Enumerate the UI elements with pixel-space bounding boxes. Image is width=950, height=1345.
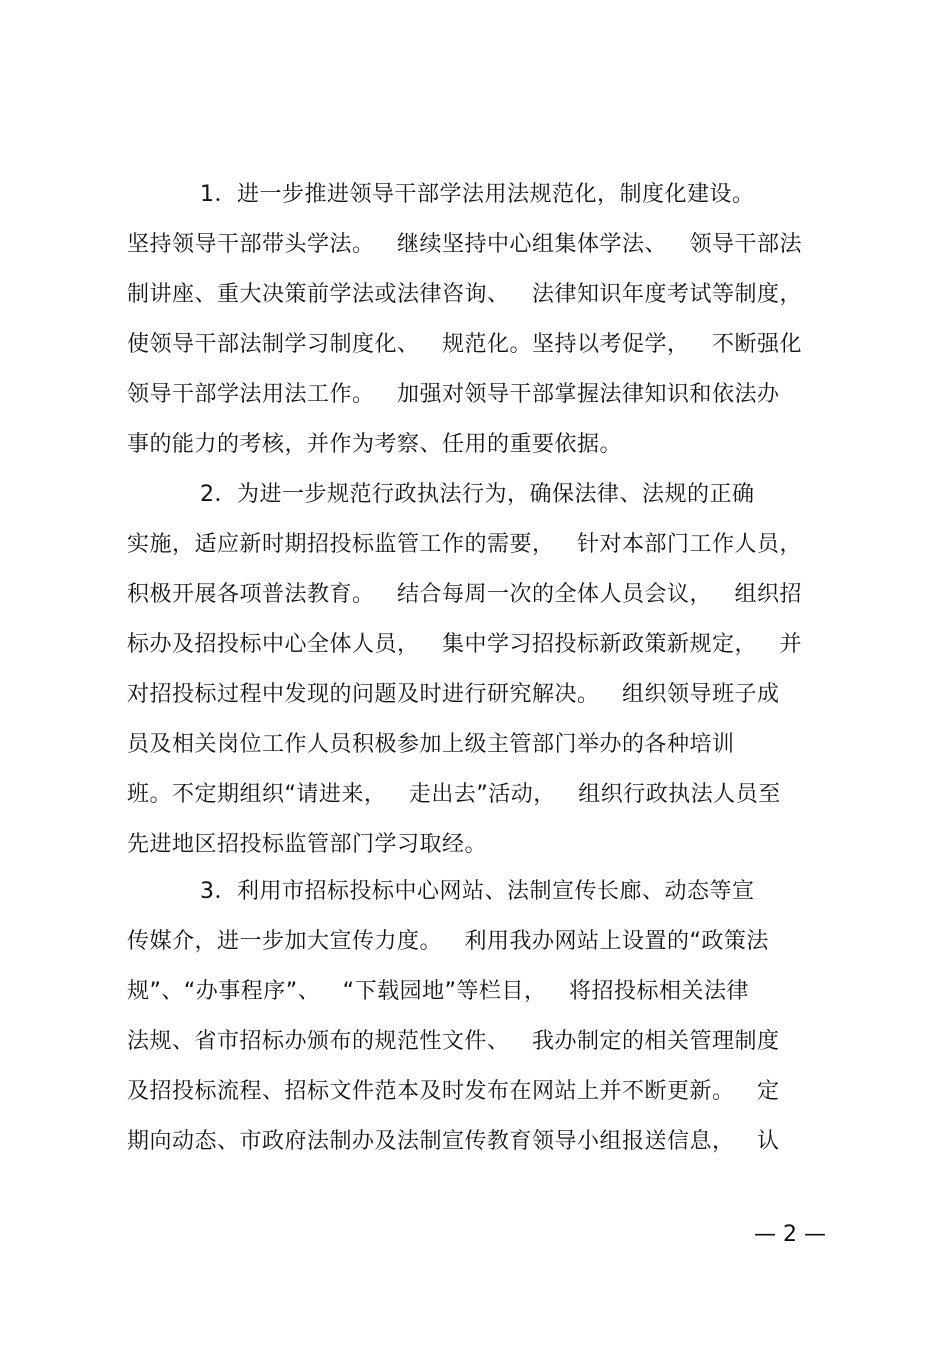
paragraph-2-line-1: 2．为进一步规范行政执法行为，确保法律、法规的正确: [200, 482, 755, 507]
paragraph-2-line-4: 标办及招投标中心全体人员， 集中学习招投标新政策新规定， 并: [127, 632, 802, 657]
paragraph-2-line-8: 先进地区招投标监管部门学习取经。: [127, 832, 488, 857]
page-number: — 2 —: [754, 1222, 826, 1247]
paragraph-2-line-5: 对招投标过程中发现的问题及时进行研究解决。 组织领导班子成: [127, 682, 780, 707]
paragraph-1-line-3: 制讲座、重大决策前学法或法律咨询、 法律知识年度考试等制度，: [127, 282, 802, 307]
paragraph-3-line-5: 及招投标流程、招标文件范本及时发布在网站上并不断更新。 定: [127, 1079, 780, 1104]
paragraph-3-line-6: 期向动态、市政府法制办及法制宣传教育领导小组报送信息， 认: [127, 1129, 780, 1154]
paragraph-1-line-2: 坚持领导干部带头学法。 继续坚持中心组集体学法、 领导干部法: [127, 232, 802, 257]
paragraph-2-line-7: 班。不定期组织“请进来， 走出去”活动， 组织行政执法人员至: [127, 782, 781, 807]
paragraph-1-line-1: 1．进一步推进领导干部学法用法规范化，制度化建设。: [200, 182, 755, 207]
paragraph-2-line-6: 员及相关岗位工作人员积极参加上级主管部门举办的各种培训: [127, 732, 735, 757]
paragraph-2-line-3: 积极开展各项普法教育。 结合每周一次的全体人员会议， 组织招: [127, 582, 802, 607]
paragraph-1-line-4: 使领导干部法制学习制度化、 规范化。坚持以考促学， 不断强化: [127, 332, 802, 357]
paragraph-3-line-1: 3．利用市招标投标中心网站、法制宣传长廊、动态等宣: [200, 879, 755, 904]
paragraph-3-line-4: 法规、省市招标办颁布的规范性文件、 我办制定的相关管理制度: [127, 1029, 780, 1054]
paragraph-1-line-5: 领导干部学法用法工作。 加强对领导干部掌握法律知识和依法办: [127, 382, 780, 407]
paragraph-1-line-6: 事的能力的考核，并作为考察、任用的重要依据。: [127, 432, 623, 457]
paragraph-3-line-2: 传媒介，进一步加大宣传力度。 利用我办网站上设置的“政策法: [127, 929, 769, 954]
paragraph-2-line-2: 实施，适应新时期招投标监管工作的需要， 针对本部门工作人员，: [127, 532, 802, 557]
paragraph-3-line-3: 规”、“办事程序”、 “下载园地”等栏目， 将招投标相关法律: [127, 979, 749, 1004]
